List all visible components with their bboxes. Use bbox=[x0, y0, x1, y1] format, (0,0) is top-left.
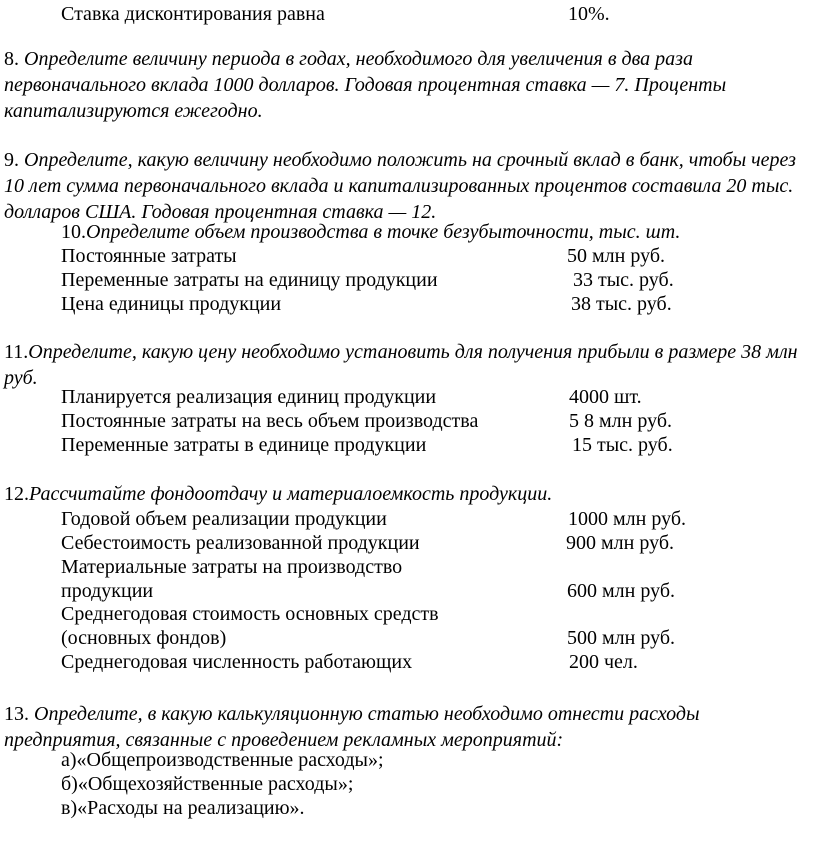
question-13-number: 13. bbox=[4, 703, 29, 725]
q12-row-value: 900 млн руб. bbox=[566, 532, 674, 554]
question-13 bbox=[4, 701, 804, 753]
q12-row-value: 200 чел. bbox=[569, 651, 638, 673]
q10-row-value: 50 млн руб. bbox=[567, 245, 665, 267]
discount-rate-value: 10%. bbox=[568, 3, 610, 25]
q13-option: а)«Общепроизводственные расходы»; bbox=[61, 749, 384, 771]
q12-row-label: Себестоимость реализованной продукции bbox=[61, 532, 420, 554]
q10-row-value: 33 тыс. руб. bbox=[573, 269, 674, 291]
q12-row-label: продукции bbox=[61, 580, 154, 602]
q12-row-label: (основных фондов) bbox=[61, 627, 227, 649]
question-12-number: 12. bbox=[4, 483, 29, 505]
question-12-text: Рассчитайте фондоотдачу и материалоемкость продукции. bbox=[29, 483, 553, 505]
question-9-text: Определите, какую величину необходимо положить на срочный вклад в банк, чтобы через 10 лет сумма первоначального вклада и капитализированных процентов составила 20 тыс. долларов США. Годовая процентная ставка — 12. bbox=[4, 149, 796, 223]
question-12 bbox=[4, 484, 552, 504]
q11-row-label: Переменные затраты в единице продукции bbox=[61, 434, 427, 456]
question-8-number: 8. bbox=[4, 48, 19, 70]
q11-row-label: Планируется реализация единиц продукции bbox=[61, 386, 437, 408]
question-11 bbox=[4, 339, 804, 391]
q10-row-label: Переменные затраты на единицу продукции bbox=[61, 269, 438, 291]
q11-row-value: 5 8 млн руб. bbox=[569, 410, 672, 432]
q12-row-value: 500 млн руб. bbox=[567, 627, 675, 649]
question-11-number: 11. bbox=[4, 341, 29, 363]
question-10-text: Определите объем производства в точке безубыточности, тыс. шт. bbox=[86, 221, 681, 243]
question-9 bbox=[4, 147, 804, 225]
q12-row-value: 1000 млн руб. bbox=[568, 508, 686, 530]
q11-row-label: Постоянные затраты на весь объем производства bbox=[61, 410, 479, 432]
question-10-number: 10. bbox=[61, 221, 86, 243]
q12-row-label: Среднегодовая стоимость основных средств bbox=[61, 603, 439, 625]
q13-option: в)«Расходы на реализацию». bbox=[61, 797, 305, 819]
discount-rate-label: Ставка дисконтирования равна bbox=[61, 3, 325, 25]
question-11-text: Определите, какую цену необходимо установить для получения прибыли в размере 38 млн руб. bbox=[4, 341, 798, 389]
question-13-text: Определите, в какую калькуляционную статью необходимо отнести расходы предприятия, связанные с проведением рекламных мероприятий: bbox=[4, 703, 700, 751]
q11-row-value: 15 тыс. руб. bbox=[572, 434, 673, 456]
q12-row-label: Среднегодовая численность работающих bbox=[61, 651, 413, 673]
q12-row-label: Годовой объем реализации продукции bbox=[61, 508, 387, 530]
q10-row-value: 38 тыс. руб. bbox=[571, 293, 672, 315]
question-8-text: Определите величину периода в годах, необходимого для увеличения в два раза первоначального вклада 1000 долларов. Годовая процентная ставка — 7. Проценты капитализируются ежегодно. bbox=[4, 48, 727, 122]
question-9-number: 9. bbox=[4, 149, 19, 171]
q12-row-value: 600 млн руб. bbox=[567, 580, 675, 602]
q13-option: б)«Общехозяйственные расходы»; bbox=[61, 773, 354, 795]
q11-row-value: 4000 шт. bbox=[569, 386, 642, 408]
q10-row-label: Постоянные затраты bbox=[61, 245, 237, 267]
question-8 bbox=[4, 46, 804, 124]
q12-row-label: Материальные затраты на производство bbox=[61, 556, 403, 578]
question-10 bbox=[61, 222, 680, 242]
q10-row-label: Цена единицы продукции bbox=[61, 293, 282, 315]
